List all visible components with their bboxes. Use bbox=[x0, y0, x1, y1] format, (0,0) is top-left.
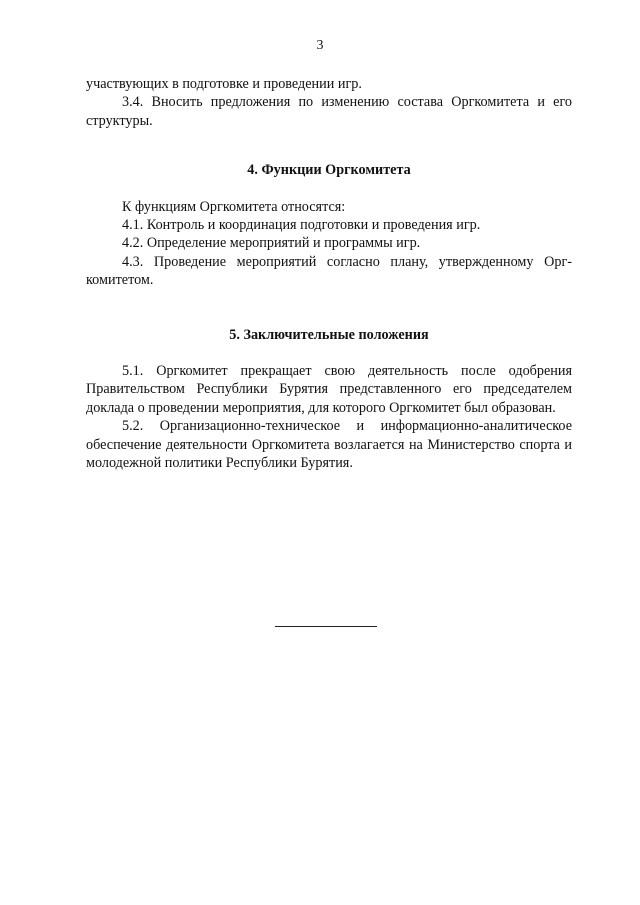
continuation-paragraph: участвующих в подготовке и проведении игр. bbox=[86, 76, 362, 92]
page-number: 3 bbox=[316, 38, 324, 53]
end-of-document-rule bbox=[275, 626, 377, 627]
item-4-3: 4.3. Проведение мероприятий согласно плану, утвержденному Оргкомитетом. bbox=[86, 253, 572, 289]
item-3-4: 3.4. Вносить предложения по изменению состава Оргкомитета и его структуры. bbox=[86, 94, 572, 129]
item-4-1: 4.1. Контроль и координация подготовки и проведения игр. bbox=[122, 217, 481, 234]
document-body bbox=[86, 75, 572, 473]
section-4-heading: 4. Функции Оргкомитета bbox=[247, 162, 411, 179]
item-5-1: 5.1. Оргкомитет прекращает свою деятельность после одобрения Правительством Республики Бурятия представленного его председателем доклада о проведении мероприятия, для которого Оргкомитет был образован. bbox=[86, 363, 572, 416]
item-5-2: 5.2. Организационно-техническое и информационно-аналитическое обеспечение деятельности Оргкомитета возлагается на Министерство спорта и молодежной политики Республики Бурятия. bbox=[86, 418, 572, 472]
section-5-heading: 5. Заключительные положения bbox=[229, 326, 429, 343]
item-4-2: 4.2. Определение мероприятий и программы игр. bbox=[122, 235, 421, 252]
section-4-intro: К функциям Оргкомитета относятся: bbox=[122, 198, 346, 215]
